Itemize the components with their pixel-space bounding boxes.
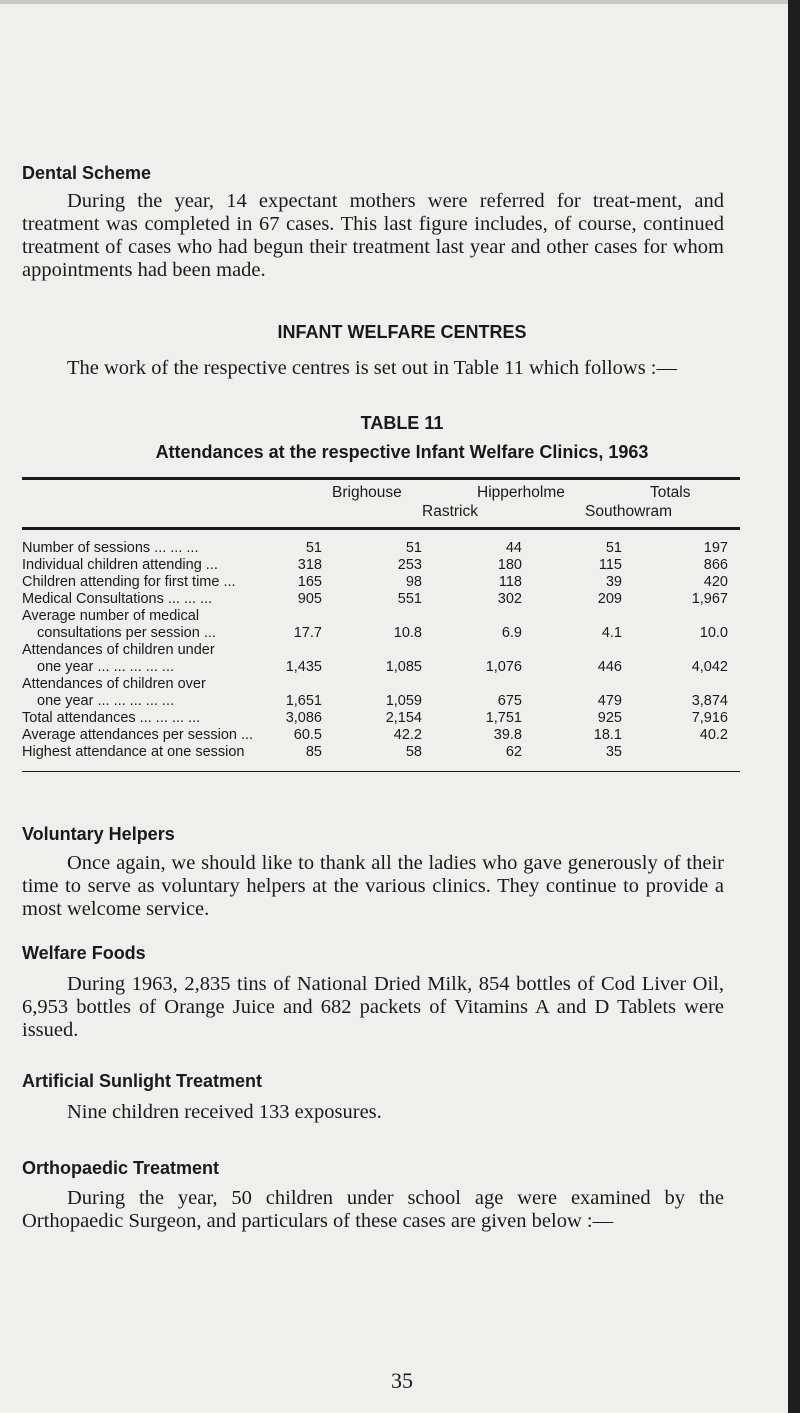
voluntary-paragraph: Once again, we should like to thank all the ladies who gave generously of their time to serve as voluntary helpers at the various clinics. They continue to provide a most welcome service. [22, 852, 724, 920]
cell-totals: 197 [703, 540, 728, 556]
table-row [22, 574, 740, 591]
sunlight-paragraph: Nine children received 133 exposures. [67, 1101, 382, 1123]
voluntary-heading: Voluntary Helpers [22, 824, 175, 844]
col-rastrick: Rastrick [422, 503, 478, 520]
cell-southowram: 925 [597, 710, 622, 726]
row-label-line1: Average number of medical [22, 608, 200, 624]
dental-heading: Dental Scheme [22, 163, 152, 183]
cell-hipperholme: 302 [497, 591, 522, 607]
col-southowram: Southowram [585, 503, 673, 520]
table-number: TABLE 11 [360, 413, 444, 433]
cell-brighouse: 51 [305, 540, 322, 556]
cell-rastrick: 551 [397, 591, 422, 607]
cell-rastrick: 58 [405, 744, 422, 760]
row-label: Highest attendance at one session [22, 744, 245, 760]
table-row [22, 608, 740, 642]
cell-southowram: 115 [598, 557, 622, 573]
row-label: Average attendances per session ... [22, 727, 254, 743]
cell-rastrick: 1,059 [385, 693, 422, 709]
sunlight-heading: Artificial Sunlight Treatment [22, 1071, 263, 1091]
ortho-heading: Orthopaedic Treatment [22, 1158, 220, 1178]
cell-brighouse: 1,435 [285, 659, 322, 675]
table-row [22, 676, 740, 710]
cell-hipperholme: 118 [498, 574, 522, 590]
cell-rastrick: 10.8 [393, 625, 422, 641]
cell-brighouse: 318 [297, 557, 322, 573]
cell-hipperholme: 39.8 [493, 727, 522, 743]
row-label: one year ... ... ... ... ... [37, 659, 174, 675]
row-label-line1: Attendances of children over [22, 676, 206, 692]
cell-rastrick: 51 [405, 540, 422, 556]
page-number: 35 [391, 1368, 413, 1393]
ortho-paragraph: During the year, 50 children under school age were examined by the Orthopaedic Surgeon, and particulars of these cases are given below :— [22, 1187, 724, 1232]
page-top-edge [0, 0, 800, 4]
cell-totals: 4,042 [691, 659, 728, 675]
foods-heading: Welfare Foods [22, 943, 146, 963]
col-totals: Totals [650, 484, 691, 501]
col-brighouse: Brighouse [332, 484, 402, 501]
table-row [22, 710, 740, 727]
row-label: Medical Consultations ... ... ... [22, 591, 213, 607]
cell-hipperholme: 6.9 [501, 625, 522, 641]
cell-rastrick: 2,154 [385, 710, 422, 726]
cell-rastrick: 42.2 [393, 727, 422, 743]
cell-southowram: 209 [597, 591, 622, 607]
cell-southowram: 51 [605, 540, 622, 556]
row-label: one year ... ... ... ... ... [37, 693, 174, 709]
cell-hipperholme: 1,751 [485, 710, 522, 726]
row-label: Number of sessions ... ... ... [22, 540, 199, 556]
cell-brighouse: 3,086 [285, 710, 322, 726]
cell-brighouse: 60.5 [293, 727, 322, 743]
row-label-line1: Attendances of children under [22, 642, 215, 658]
cell-hipperholme: 44 [505, 540, 522, 556]
cell-hipperholme: 1,076 [485, 659, 522, 675]
cell-hipperholme: 675 [497, 693, 522, 709]
cell-totals: 40.2 [699, 727, 728, 743]
cell-rastrick: 1,085 [385, 659, 422, 675]
table-row [22, 591, 740, 608]
row-label: Individual children attending ... [22, 557, 218, 573]
row-label: Total attendances ... ... ... ... [22, 710, 201, 726]
cell-southowram: 479 [597, 693, 622, 709]
infant-welfare-heading: INFANT WELFARE CENTRES [277, 322, 527, 342]
table-bottom-rule [22, 771, 740, 772]
cell-hipperholme: 180 [497, 557, 522, 573]
cell-totals: 1,967 [691, 591, 728, 607]
cell-southowram: 18.1 [593, 727, 622, 743]
cell-totals: 7,916 [691, 710, 728, 726]
cell-southowram: 39 [605, 574, 622, 590]
cell-southowram: 446 [597, 659, 622, 675]
table-row [22, 642, 740, 676]
infant-welfare-paragraph: The work of the respective centres is set out in Table 11 which follows :— [67, 357, 677, 379]
table-row [22, 540, 740, 557]
cell-totals: 420 [703, 574, 728, 590]
cell-brighouse: 165 [297, 574, 322, 590]
row-label: Children attending for first time ... [22, 574, 236, 590]
cell-brighouse: 85 [305, 744, 322, 760]
dental-paragraph: During the year, 14 expectant mothers were referred for treat-ment, and treatment was completed in 67 cases. This last figure includes, of course, continued treatment of cases who had begun their treatment last year and other cases for whom appointments had been made. [22, 190, 724, 281]
foods-paragraph: During 1963, 2,835 tins of National Dried Milk, 854 bottles of Cod Liver Oil, 6,953 bottles of Orange Juice and 682 packets of Vitamins A and D Tablets were issued. [22, 973, 724, 1041]
cell-totals: 3,874 [691, 693, 728, 709]
cell-hipperholme: 62 [505, 744, 522, 760]
cell-rastrick: 98 [405, 574, 422, 590]
table-top-rule [22, 477, 740, 480]
table-caption: Attendances at the respective Infant Welfare Clinics, 1963 [155, 442, 649, 462]
cell-totals: 10.0 [699, 625, 728, 641]
cell-rastrick: 253 [397, 557, 422, 573]
table-row [22, 727, 740, 744]
row-label: consultations per session ... [37, 625, 216, 641]
col-hipperholme: Hipperholme [477, 484, 565, 501]
cell-brighouse: 1,651 [285, 693, 322, 709]
cell-southowram: 4.1 [601, 625, 622, 641]
table-row [22, 557, 740, 574]
cell-brighouse: 905 [297, 591, 322, 607]
scan-border [788, 0, 800, 1413]
cell-brighouse: 17.7 [293, 625, 322, 641]
cell-southowram: 35 [605, 744, 622, 760]
table-header-rule [22, 527, 740, 530]
cell-totals: 866 [703, 557, 728, 573]
table-row [22, 744, 740, 761]
